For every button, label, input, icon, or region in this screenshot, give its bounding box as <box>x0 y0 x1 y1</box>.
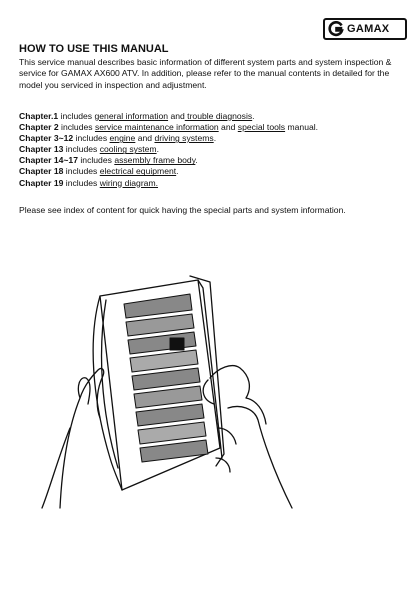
chapter-link: general information <box>94 111 169 121</box>
chapter-line: Chapter 2 includes service maintenance information and special tools manual. <box>19 122 319 133</box>
index-note: Please see index of content for quick having the special parts and system information. <box>19 205 346 215</box>
chapter-line: Chapter.1 includes general information and trouble diagnosis. <box>19 111 255 121</box>
hands-holding-manual-illustration <box>40 258 310 518</box>
chapter-line: Chapter 13 includes cooling system. <box>19 144 159 155</box>
chapter-line: Chapter 14~17 includes assembly frame body. <box>19 155 198 166</box>
gamax-logo <box>323 18 407 40</box>
chapter-line: Chapter 18 includes electrical equipment. <box>19 166 179 177</box>
chapter-list <box>19 111 409 189</box>
chapter-line: Chapter 3~12 includes engine and driving systems. <box>19 133 217 144</box>
chapter-link: cooling system <box>99 144 157 155</box>
gamax-g-icon <box>328 21 344 37</box>
logo-text: GAMAX <box>347 23 390 35</box>
page-title: HOW TO USE THIS MANUAL <box>19 43 169 55</box>
chapter-link: engine <box>109 133 136 144</box>
chapter-link: assembly frame body <box>114 155 196 166</box>
chapter-link: special tools <box>237 122 286 133</box>
intro-paragraph: This service manual describes basic information of different system parts and system inspection & service for GAMAX AX600 ATV. In addition, please refer to the manual contents in detailed for the model you serviced in inspection and adjustment. <box>19 57 392 90</box>
chapter-link: wiring diagram. <box>99 177 159 188</box>
chapter-link: driving systems <box>154 133 214 144</box>
chapter-link: service maintenance information <box>94 122 219 133</box>
chapter-line: Chapter 19 includes wiring diagram. <box>19 177 159 188</box>
chapter-link: electrical equipment <box>99 166 177 177</box>
chapter-link: trouble diagnosis <box>184 111 253 121</box>
